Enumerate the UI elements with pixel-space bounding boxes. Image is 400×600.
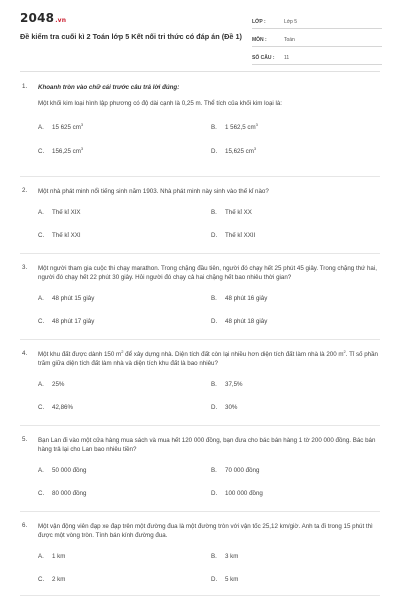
meta-box <box>252 11 382 65</box>
option-text: 156,25 cm <box>52 148 81 155</box>
question-separator <box>20 339 380 340</box>
question-separator <box>20 511 380 512</box>
option-a[interactable] <box>38 295 94 302</box>
question-3 <box>0 264 400 331</box>
option-d[interactable] <box>211 576 238 583</box>
option-b[interactable] <box>211 124 258 131</box>
question-number: 5. <box>22 435 28 443</box>
option-letter: B. <box>211 124 217 131</box>
option-text: 30% <box>225 403 238 411</box>
option-b[interactable] <box>211 467 259 474</box>
question-4 <box>0 350 400 417</box>
option-letter: D. <box>211 231 218 239</box>
option-d[interactable] <box>211 318 267 325</box>
option-text: 42,86% <box>52 403 73 411</box>
option-letter: D. <box>211 148 218 155</box>
option-a[interactable] <box>38 553 65 560</box>
question-text <box>38 350 378 369</box>
option-sup: 3 <box>80 146 84 151</box>
option-c[interactable] <box>38 148 83 155</box>
option-text: 50 000 đồng <box>52 466 87 474</box>
option-letter: C. <box>38 575 45 583</box>
question-text-part: Một khu đất được dành 150 m <box>38 350 122 358</box>
option-letter: B. <box>211 208 217 216</box>
option-c[interactable] <box>38 404 73 411</box>
option-letter: C. <box>38 148 45 155</box>
question-number: 2. <box>22 187 28 194</box>
question-text-sup: 2 <box>121 348 124 354</box>
option-letter: C. <box>38 403 45 411</box>
option-b[interactable] <box>211 295 267 302</box>
option-letter: B. <box>211 552 217 560</box>
document-title: Đề kiểm tra cuối kì 2 Toán lớp 5 Kết nối tri thức có đáp án (Đề 1) <box>20 32 242 41</box>
answer-options <box>38 116 378 168</box>
option-text: 5 km <box>225 575 239 583</box>
question-number: 1. <box>22 83 28 90</box>
answer-options <box>38 373 378 417</box>
option-text: 3 km <box>225 552 239 560</box>
option-letter: C. <box>38 317 45 325</box>
option-text: Thế kỉ XXII <box>225 231 256 239</box>
question-1 <box>0 83 400 168</box>
option-text: 48 phút 16 giây <box>225 294 268 302</box>
question-text-sup: 2 <box>343 348 346 354</box>
option-text: 15 625 cm <box>52 124 81 131</box>
option-d[interactable] <box>211 148 256 155</box>
option-text: 25% <box>52 380 65 388</box>
answer-options <box>38 459 378 503</box>
meta-value: 11 <box>284 55 290 61</box>
option-sup: 3 <box>80 122 84 127</box>
question-5 <box>0 436 400 503</box>
option-text: Thế kỉ XX <box>225 208 252 216</box>
question-text: Một vận động viên đạp xe đạp trên một đường đua là một đường tròn với vận tốc 25,12 km/giờ. Anh ta đi trong 15 phút thì được một vòng tròn. Tính bán kính đường đua. <box>38 522 373 539</box>
answer-options <box>38 201 378 245</box>
option-letter: A. <box>38 466 44 474</box>
option-letter: D. <box>211 489 218 497</box>
option-letter: D. <box>211 575 218 583</box>
option-c[interactable] <box>38 490 86 497</box>
question-instruction: Khoanh tròn vào chữ cái trước câu trả lời đúng: <box>38 84 180 91</box>
question-text: Bạn Lan đi vào một cửa hàng mua sách và mua hết 120 000 đồng, bạn đưa cho bác bán hàng 1 tờ 200 000 đồng. Bác bán hàng trả lại cho Lan bao nhiêu tiền? <box>38 436 376 453</box>
option-sup: 3 <box>255 122 258 127</box>
option-text: 100 000 đồng <box>225 489 263 497</box>
answer-options <box>38 287 378 331</box>
option-sup: 3 <box>253 146 257 151</box>
question-text: Một khối kim loại hình lập phương có độ dài cạnh là 0,25 m. Thể tích của khối kim loại là: <box>38 99 283 107</box>
option-letter: A. <box>38 124 44 131</box>
option-text: 15,625 cm <box>225 148 254 155</box>
option-text: 1 km <box>52 552 66 560</box>
option-text: Thế kỉ XIX <box>52 208 81 216</box>
option-a[interactable] <box>38 467 86 474</box>
option-a[interactable] <box>38 209 81 216</box>
page-header <box>0 0 400 66</box>
option-text: Thế kỉ XXI <box>52 231 81 239</box>
option-text: 70 000 đồng <box>225 466 260 474</box>
answer-options <box>38 545 378 589</box>
option-text: 2 km <box>52 575 66 583</box>
option-text: 80 000 đồng <box>52 489 87 497</box>
meta-label: SỐ CÂU : <box>252 55 275 61</box>
meta-label: MÔN : <box>252 37 267 43</box>
option-letter: B. <box>211 380 217 388</box>
option-a[interactable] <box>38 381 64 388</box>
meta-value: Toán <box>284 37 295 43</box>
option-d[interactable] <box>211 490 263 497</box>
question-separator <box>20 176 380 177</box>
question-list <box>0 71 400 596</box>
option-letter: B. <box>211 466 217 474</box>
option-c[interactable] <box>38 232 81 239</box>
question-6 <box>0 522 400 589</box>
question-2 <box>0 187 400 245</box>
option-letter: A. <box>38 294 44 302</box>
question-number: 6. <box>22 521 28 529</box>
meta-row-subject <box>252 29 382 47</box>
option-letter: A. <box>38 208 44 216</box>
option-text: 37,5% <box>225 380 243 388</box>
option-text: 48 phút 17 giây <box>52 317 95 325</box>
meta-row-class <box>252 11 382 29</box>
question-separator <box>20 425 380 426</box>
question-text: Một nhà phát minh nổi tiếng sinh năm 1903. Nhà phát minh này sinh vào thế kỉ nào? <box>38 188 269 195</box>
option-letter: C. <box>38 231 45 239</box>
option-text: 1 562,5 cm <box>225 124 256 131</box>
option-d[interactable] <box>211 232 255 239</box>
logo-suffix: .vn <box>55 17 67 24</box>
option-letter: A. <box>38 380 44 388</box>
option-c[interactable] <box>38 318 94 325</box>
option-d[interactable] <box>211 404 237 411</box>
option-letter: C. <box>38 489 45 497</box>
option-b[interactable] <box>211 381 243 388</box>
logo-main: 2048 <box>20 11 55 25</box>
option-text: 48 phút 18 giây <box>225 317 268 325</box>
option-letter: D. <box>211 403 218 411</box>
option-a[interactable] <box>38 124 83 131</box>
option-c[interactable] <box>38 576 65 583</box>
meta-row-count <box>252 47 382 65</box>
question-number: 4. <box>22 349 28 357</box>
option-text: 48 phút 15 giây <box>52 294 95 302</box>
meta-value: Lớp 5 <box>284 19 298 25</box>
option-letter: D. <box>211 317 218 325</box>
question-separator <box>20 595 380 596</box>
option-b[interactable] <box>211 553 238 560</box>
meta-label: LỚP : <box>252 19 266 25</box>
question-separator <box>20 253 380 254</box>
option-b[interactable] <box>211 209 252 216</box>
question-text: Một người tham gia cuộc thi chạy marathon. Trong chặng đầu tiên, người đó chạy hết 25 phút 45 giây. Trong chặng thứ hai, người đó chạy hết 22 phút 30 giây. Hỏi người đó chạy cả hai chặng hết bao nhiêu thời gian? <box>38 264 377 281</box>
question-text-part: để xây dựng nhà. Diện tích đất còn lại nhiều hơn diện tích đất làm nhà là 200 m <box>123 350 344 358</box>
option-letter: B. <box>211 294 217 302</box>
question-text-part: . Tỉ số phần trăm giữa diện tích đất làm nhà và diện tích khu đất là bao nhiêu? <box>38 350 378 367</box>
question-number: 3. <box>22 263 28 271</box>
site-logo[interactable] <box>20 11 66 25</box>
option-letter: A. <box>38 552 44 560</box>
